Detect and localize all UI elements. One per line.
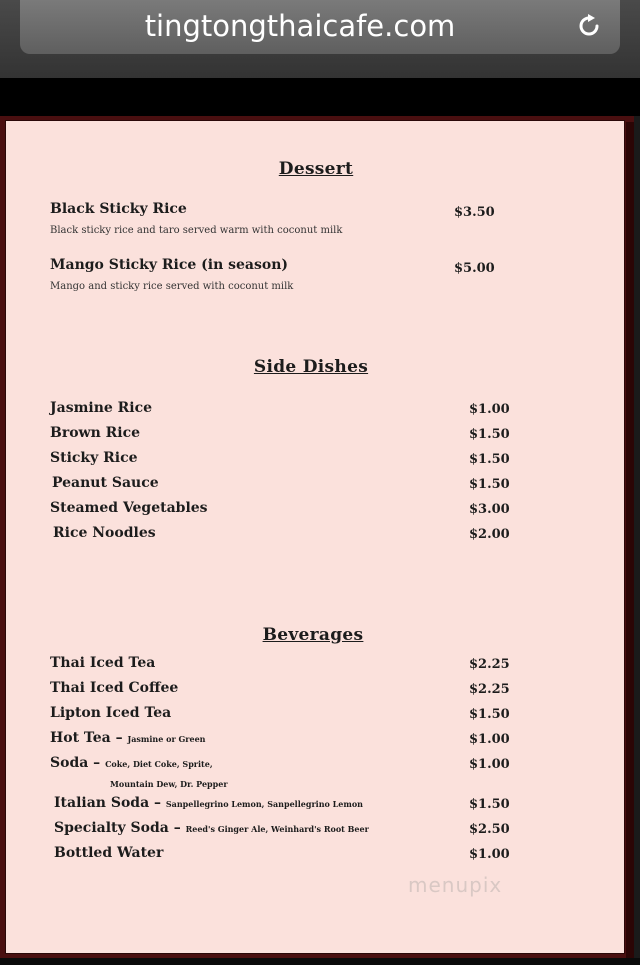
section-title-dessert: Dessert: [278, 159, 354, 179]
menu-item-name: Steamed Vegetables: [50, 500, 208, 516]
menu-item-description: Black sticky rice and taro served warm with coconut milk: [50, 225, 343, 236]
menu-item-name: Jasmine Rice: [50, 400, 153, 416]
menu-item-name: Specialty Soda – Reed's Ginger Ale, Weinhard's Root Beer: [54, 820, 369, 836]
menu-item-price: $1.50: [469, 797, 510, 812]
menu-item-name: Thai Iced Tea: [50, 655, 156, 671]
menu-item-name: Thai Iced Coffee: [50, 680, 179, 696]
menu-item-name: Rice Noodles: [53, 525, 156, 541]
menu-item-name: Peanut Sauce: [52, 475, 159, 491]
menu-item-price: $2.25: [469, 682, 510, 697]
menu-item-price: $1.00: [469, 402, 510, 417]
toolbar-divider: [0, 78, 640, 116]
menu-page: [5, 120, 625, 954]
menu-item-price: $2.00: [469, 527, 510, 542]
menu-item-name: Black Sticky Rice: [50, 201, 187, 217]
watermark: menupix: [408, 873, 503, 897]
menu-item-price: $1.00: [469, 847, 510, 862]
menu-item-name: Bottled Water: [54, 845, 164, 861]
menu-item-price: $3.00: [469, 502, 510, 517]
bottom-edge: [0, 958, 640, 965]
menu-item-price: $2.50: [469, 822, 510, 837]
menu-item-name: Lipton Iced Tea: [50, 705, 172, 721]
menu-item-price: $1.50: [469, 427, 510, 442]
url-text: tingtongthaicafe.com: [144, 9, 456, 43]
address-bar[interactable]: [20, 0, 620, 54]
menu-item-price: $1.50: [469, 477, 510, 492]
menu-item-price: $1.50: [469, 452, 510, 467]
menu-item-price: $1.50: [469, 707, 510, 722]
menu-item-price: $1.00: [469, 757, 510, 772]
menu-frame: [0, 116, 634, 960]
menu-item-description: Mango and sticky rice served with coconut milk: [50, 281, 294, 292]
section-title-side-dishes: Side Dishes: [253, 357, 369, 377]
menu-item-price: $5.00: [454, 261, 495, 276]
menu-item-name: Mango Sticky Rice (in season): [50, 257, 289, 273]
menu-item-price: $3.50: [454, 205, 495, 220]
menu-item-name: Sticky Rice: [50, 450, 138, 466]
menu-item-name: Soda – Coke, Diet Coke, Sprite,: [50, 755, 213, 771]
menu-item-price: $1.00: [469, 732, 510, 747]
menu-item-price: $2.25: [469, 657, 510, 672]
menu-item-name: Brown Rice: [50, 425, 141, 441]
section-title-beverages: Beverages: [262, 625, 364, 645]
menu-item-name: Hot Tea – Jasmine or Green: [50, 730, 206, 746]
browser-toolbar: [0, 0, 640, 78]
menu-item-name: Italian Soda – Sanpellegrino Lemon, Sanpellegrino Lemon: [54, 795, 363, 811]
page-shadow: [626, 122, 634, 958]
reload-icon[interactable]: [576, 13, 602, 39]
menu-item-name-continued: Mountain Dew, Dr. Pepper: [110, 779, 228, 789]
